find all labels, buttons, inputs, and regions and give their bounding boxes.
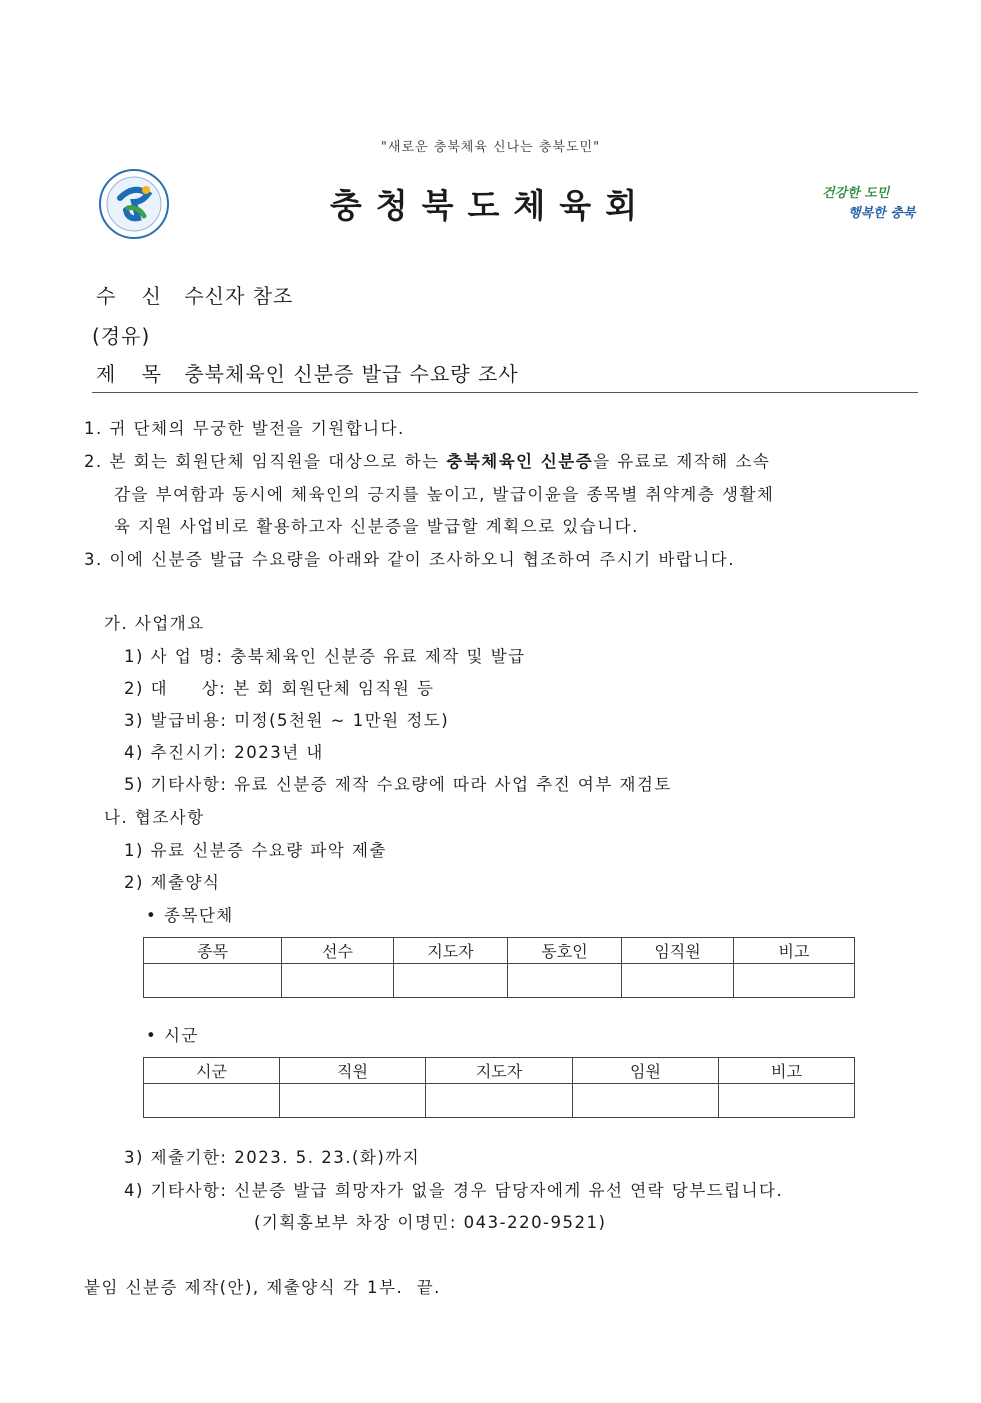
section-a-item-4: 4) 추진시기: 2023년 내 [124, 743, 324, 762]
table-2-cell [719, 1084, 855, 1118]
table-1-cell [144, 964, 282, 998]
table-1-cell [734, 964, 855, 998]
via-label: (경유) [92, 324, 151, 348]
paragraph-2-post: 을 유료로 제작해 소속 [593, 452, 771, 471]
slogan-logo-line-1: 건강한 도민 [822, 186, 890, 201]
table-1-title: • 종목단체 [146, 906, 234, 925]
table-2-header: 비고 [719, 1058, 855, 1084]
section-a-item-1: 1) 사 업 명: 충북체육인 신분증 유료 제작 및 발급 [124, 647, 526, 666]
recipient-label: 수 신 [96, 284, 171, 308]
recipient-row [96, 280, 293, 309]
subject-label: 제 목 [96, 362, 171, 386]
table-2-empty-row [144, 1084, 855, 1118]
sports-organization-form-table [143, 937, 855, 998]
table-1-header: 비고 [734, 938, 855, 964]
section-b-item-3: 3) 제출기한: 2023. 5. 23.(화)까지 [124, 1148, 421, 1167]
table-1-header: 동호인 [508, 938, 622, 964]
paragraph-2-line-3: 육 지원 사업비로 활용하고자 신분증을 발급할 계획으로 있습니다. [114, 517, 639, 536]
section-a-item-3: 3) 발급비용: 미정(5천원 ~ 1만원 정도) [124, 711, 450, 730]
slogan-logo-line-2: 행복한 충북 [848, 206, 916, 221]
subject-row [96, 358, 519, 387]
table-1-cell [622, 964, 734, 998]
table-2-title: • 시군 [146, 1026, 199, 1045]
table-2-cell [280, 1084, 426, 1118]
paragraph-2-pre: 2. 본 회는 회원단체 임직원을 대상으로 하는 [84, 452, 447, 471]
health-happiness-slogan-logo [820, 180, 920, 224]
table-1-cell [394, 964, 508, 998]
table-2-cell [573, 1084, 719, 1118]
paragraph-2-bold: 충북체육인 신분증 [446, 452, 594, 471]
table-1-header: 지도자 [394, 938, 508, 964]
section-b-title: 나. 협조사항 [104, 808, 205, 827]
recipient-value: 수신자 참조 [184, 284, 294, 308]
table-1-cell [282, 964, 394, 998]
paragraph-1: 1. 귀 단체의 무궁한 발전을 기원합니다. [84, 419, 405, 438]
section-a-title: 가. 사업개요 [104, 614, 205, 633]
subject-value: 충북체육인 신분증 발급 수요량 조사 [184, 362, 519, 386]
table-1-header: 임직원 [622, 938, 734, 964]
organization-title: 충청북도체육회 [329, 186, 652, 225]
section-a-item-2: 2) 대 상: 본 회 회원단체 임직원 등 [124, 679, 435, 698]
header-divider [92, 392, 918, 393]
paragraph-2-line-2: 감을 부여함과 동시에 체육인의 긍지를 높이고, 발급이윤을 종목별 취약계층 생활체 [114, 485, 775, 504]
table-2-cell [426, 1084, 573, 1118]
table-2-header: 지도자 [426, 1058, 573, 1084]
contact-info: (기획홍보부 차장 이명민: 043-220-9521) [254, 1213, 607, 1232]
table-2-header: 임원 [573, 1058, 719, 1084]
city-county-form-table [143, 1057, 855, 1118]
table-1-header: 선수 [282, 938, 394, 964]
table-2-header: 시군 [144, 1058, 280, 1084]
table-1-empty-row [144, 964, 855, 998]
paragraph-2-line-1 [84, 448, 770, 472]
table-2-cell [144, 1084, 280, 1118]
paragraph-3: 3. 이에 신분증 발급 수요량을 아래와 같이 조사하오니 협조하여 주시기 바랍니다. [84, 550, 735, 569]
section-b-item-4: 4) 기타사항: 신분증 발급 희망자가 없을 경우 담당자에게 유선 연락 당부드립니다. [124, 1181, 784, 1200]
table-1-cell [508, 964, 622, 998]
section-a-item-5: 5) 기타사항: 유료 신분증 제작 수요량에 따라 사업 추진 여부 재검토 [124, 775, 672, 794]
table-2-header: 직원 [280, 1058, 426, 1084]
table-1-header: 종목 [144, 938, 282, 964]
slogan: "새로운 충북체육 신나는 충북도민" [380, 140, 601, 155]
section-b-item-2: 2) 제출양식 [124, 873, 221, 892]
attachment-line: 붙임 신분증 제작(안), 제출양식 각 1부. 끝. [84, 1278, 441, 1297]
section-b-item-1: 1) 유료 신분증 수요량 파악 제출 [124, 841, 387, 860]
